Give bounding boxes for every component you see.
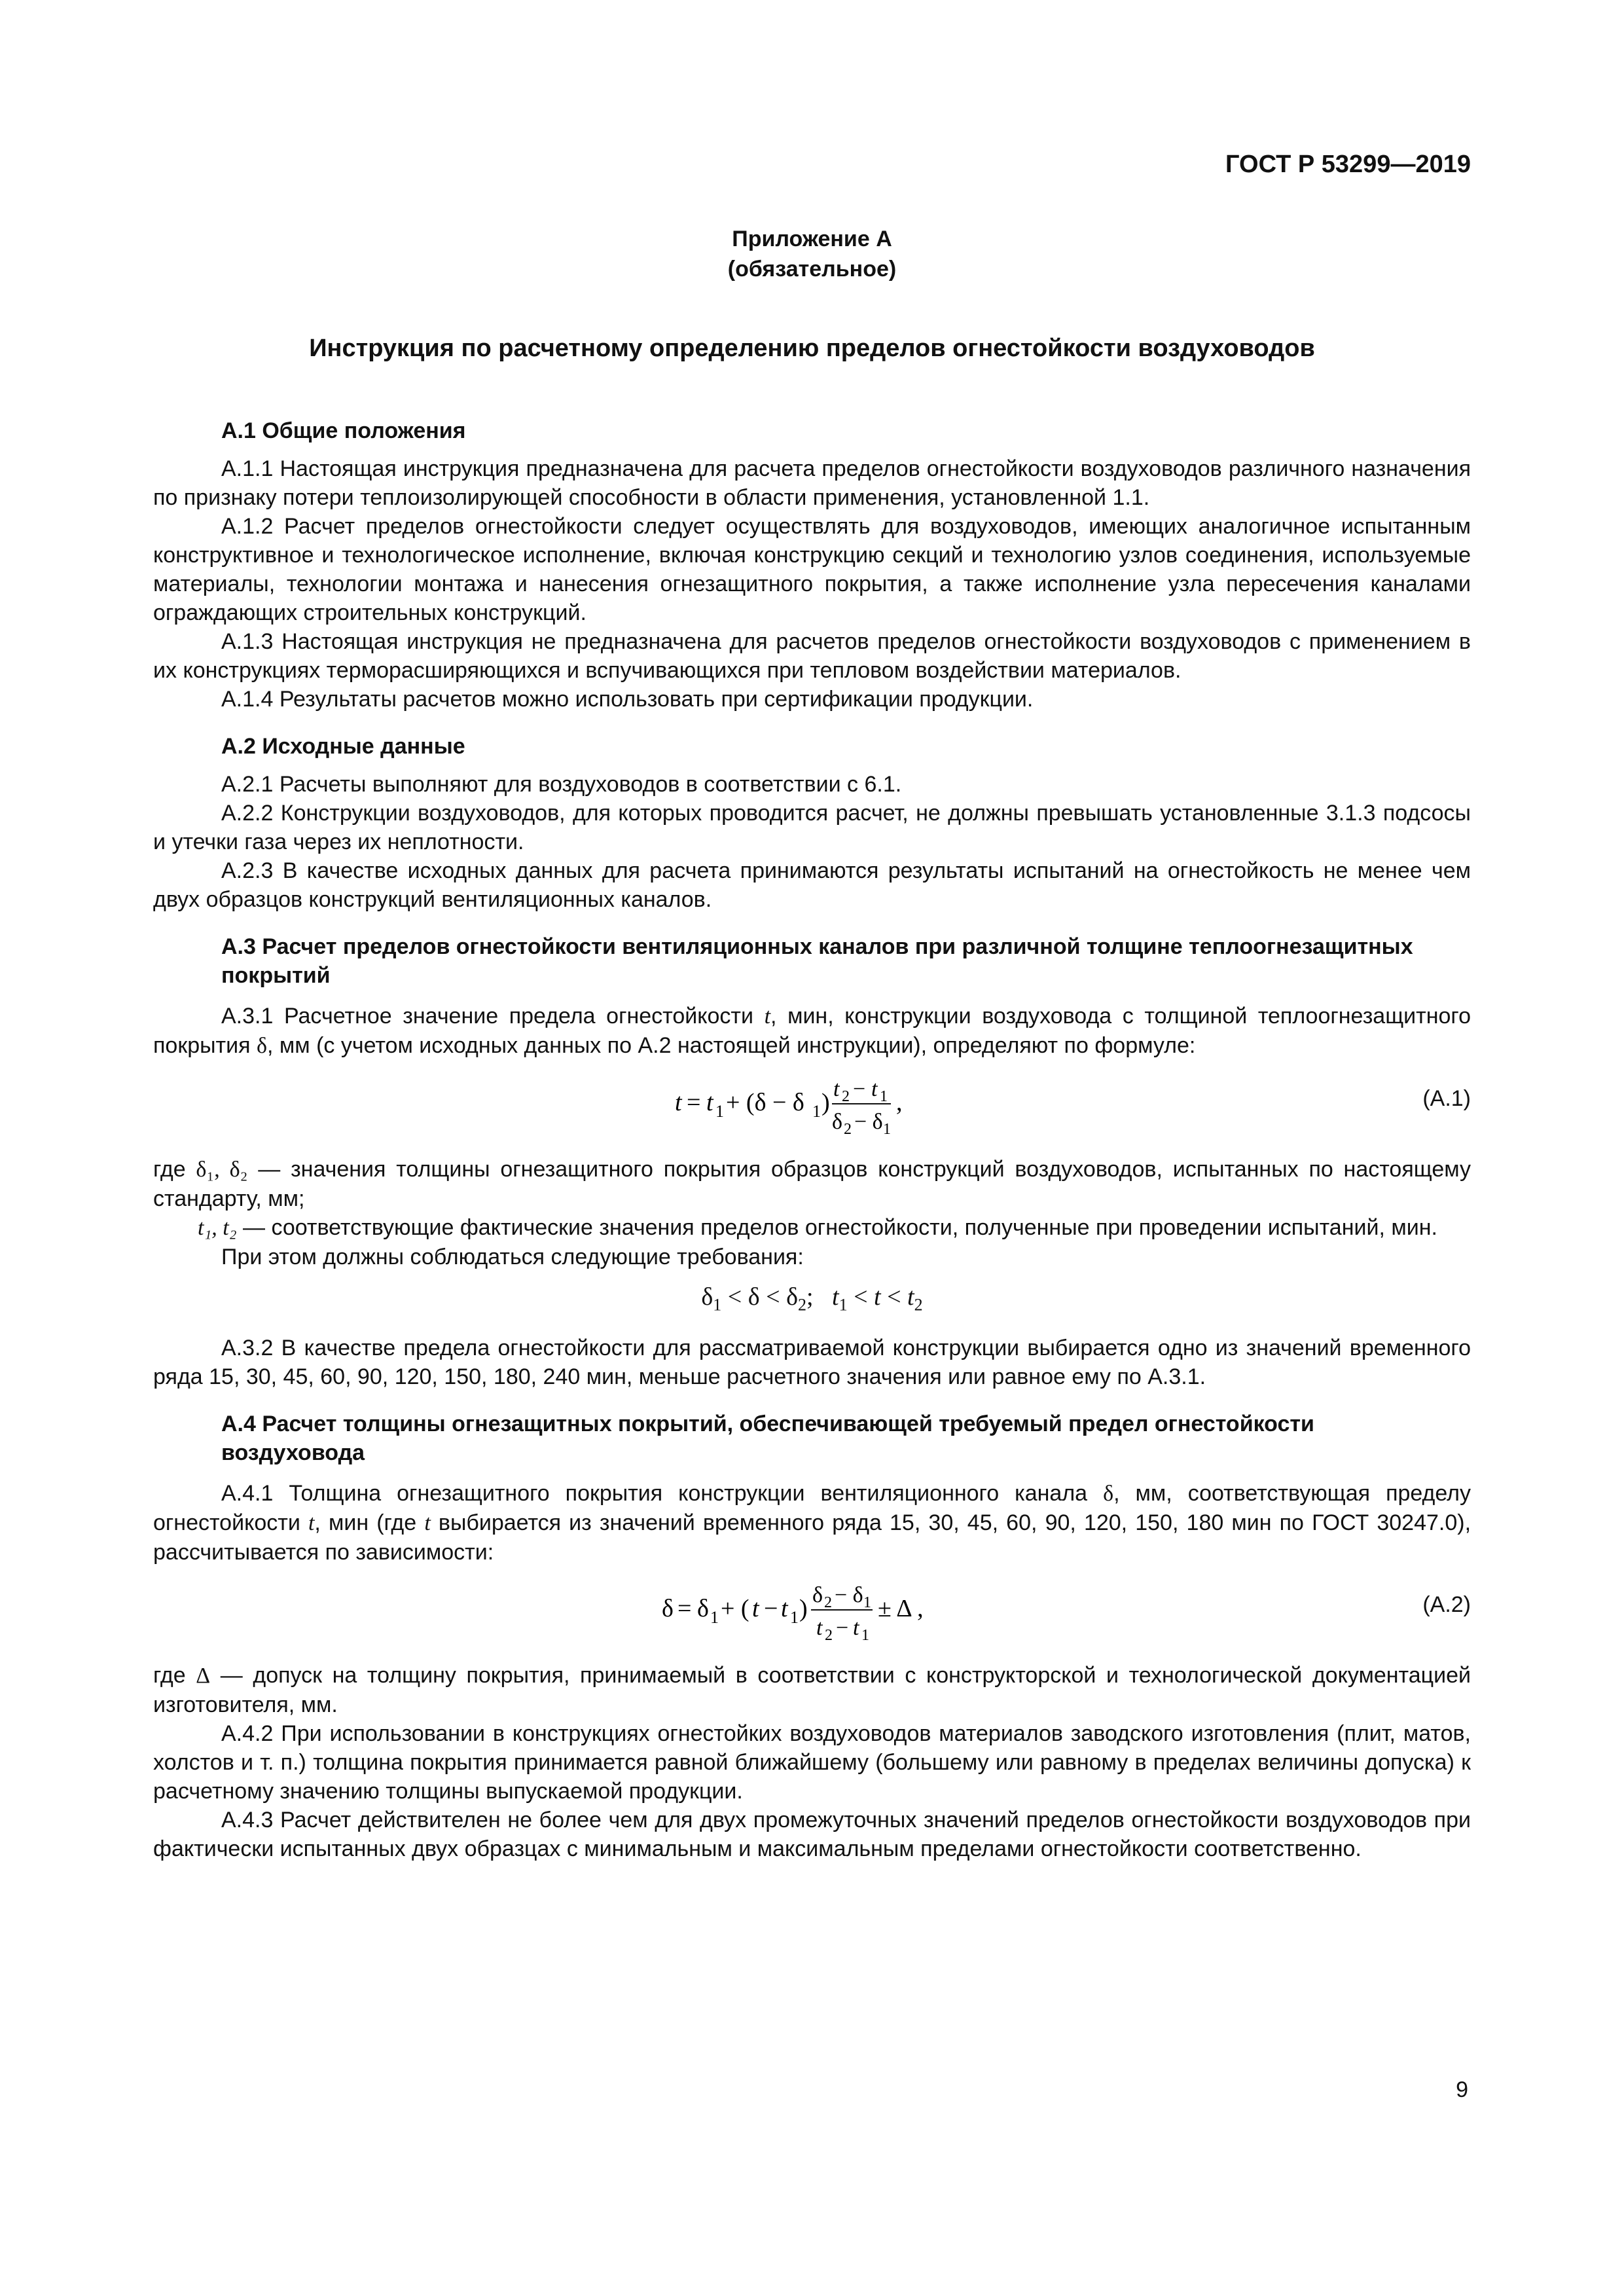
paragraph-a2-3: А.2.3 В качестве исходных данных для расчета принимаются результаты испытаний на огнестойкость не менее чем двух образцов конструкций вентиляционных каналов. [153,858,1471,912]
svg-text:δ: δ [831,1110,842,1134]
section-a2-heading: А.2 Исходные данные [221,734,465,759]
formula-a1-expression [675,1067,950,1146]
svg-text:δ: δ [661,1594,674,1622]
svg-text:=: = [686,1089,700,1116]
svg-text:δ: δ [696,1594,709,1622]
formula-a1 [153,1067,1471,1146]
page-number: 9 [1456,2077,1468,2102]
paragraph-a4-1: А.4.1 Толщина огнезащитного покрытия конструкции вентиляционного канала δ, мм, соответствующая пределу огнестойкости t, мин (где t выбирается из значений временного ряда 15, 30, 45, 60, 90, 120, 150, 180 мин по ГОСТ 30247.0), рассчитывается по зависимости: [153,1480,1471,1565]
appendix-status: (обязательное) [727,257,897,282]
appendix-heading [0,224,1624,284]
svg-text:1: 1 [861,1626,869,1644]
svg-text:t: t [852,1615,859,1640]
svg-text:−: − [852,1077,865,1101]
svg-text:2: 2 [823,1594,832,1611]
paragraph-a4-2: А.4.2 При использовании в конструкциях огнестойких воздуховодов материалов заводского изготовления (плит, матов, холстов и т. п.) толщина покрытия принимается равной ближайшему (большему или равному в пределах величины допуска) к расчетному значению толщины выпускаемой продукции. [153,1721,1471,1804]
paragraph-a3-1: А.3.1 Расчетное значение предела огнестойкости t, мин, конструкции воздуховода с толщиной теплоогнезащитного покрытия δ, мм (с учетом исходных данных по А.2 настоящей инструкции), определяют по формуле: [153,1004,1471,1058]
svg-text:1: 1 [710,1607,719,1627]
svg-text:t: t [706,1089,713,1116]
svg-text:− δ: − δ [854,1110,883,1134]
requirements-inequality: $\delta_1 < \delta < \delta_2$; $t_1 < t < t_2$ [701,1283,923,1315]
document-code: ГОСТ Р 53299—2019 [1225,151,1471,178]
svg-text:t: t [833,1077,839,1101]
formula-a1-legend-1: где δ₁, δ₂ — значения толщины огнезащитного покрытия образцов конструкций воздуховодов, испытанных по настоящему стандарту, мм; [153,1157,1471,1211]
formula-a1-legend-2: t₁, t₂ — соответствующие фактические значения пределов огнестойкости, полученные при проведении испытаний, мин. [198,1215,1437,1240]
svg-text:+ (: + ( [720,1594,749,1622]
svg-text:1: 1 [879,1088,888,1105]
paragraph-a3-2: А.3.2 В качестве предела огнестойкости для рассматриваемой конструкции выбирается одно из значений временного ряда 15, 30, 45, 60, 90, 120, 150, 180, 240 мин, меньше расчетного значения или равное ему по А.3.1. [153,1335,1471,1389]
svg-text:δ: δ [812,1582,823,1607]
requirements-intro: При этом должны соблюдаться следующие требования: [221,1245,804,1269]
svg-text:+ (δ − δ: + (δ − δ [725,1089,804,1116]
svg-text:=: = [677,1594,691,1622]
paragraph-a1-3: А.1.3 Настоящая инструкция не предназначена для расчетов пределов огнестойкости воздуховодов с применением в их конструкциях терморасширяющихся и вспучивающихся при тепловом воздействии материалов. [153,629,1471,683]
svg-text:± Δ ,: ± Δ , [877,1594,924,1622]
paragraph-a2-1: А.2.1 Расчеты выполняют для воздуховодов в соответствии с 6.1. [221,772,902,797]
svg-text:t: t [816,1615,822,1640]
formula-a1-number: (А.1) [1422,1086,1471,1111]
section-a4-heading: А.4 Расчет толщины огнезащитных покрытий, обеспечивающей требуемый предел огнестойкости воздуховода [221,1411,1314,1465]
formula-a2-legend: где Δ — допуск на толщину покрытия, принимаемый в соответствии с конструкторской и технологической документацией изготовителя, мм. [153,1662,1471,1717]
svg-text:−: − [835,1615,848,1640]
svg-text:): ) [799,1594,808,1622]
appendix-label: Приложение А [732,227,892,251]
document-title: Инструкция по расчетному определению пределов огнестойкости воздуховодов [309,335,1315,362]
document-body [153,416,1471,1863]
svg-text:t: t [751,1594,759,1622]
svg-text:,: , [895,1089,902,1116]
svg-text:1: 1 [882,1121,891,1138]
formula-a2-number: (А.2) [1422,1592,1471,1617]
section-a3-heading: А.3 Расчет пределов огнестойкости вентиляционных каналов при различной толщине теплоогнезащитных покрытий [221,934,1413,988]
paragraph-a1-4: А.1.4 Результаты расчетов можно использовать при сертификации продукции. [221,687,1034,712]
svg-text:2: 2 [841,1088,850,1105]
paragraph-a4-3: А.4.3 Расчет действителен не более чем для двух промежуточных значений пределов огнестойкости воздуховодов при фактически испытанных двух образцах с минимальным и максимальным пределами огнестойкости соответственно. [153,1807,1471,1861]
formula-a2-expression [662,1573,963,1652]
svg-text:2: 2 [843,1121,852,1138]
svg-text:): ) [821,1089,830,1116]
paragraph-a2-2: А.2.2 Конструкции воздуховодов, для которых проводится расчет, не должны превышать установленные 3.1.3 подсосы и утечки газа через их неплотности. [153,801,1471,854]
svg-text:t: t [871,1077,877,1101]
paragraph-a1-1: А.1.1 Настоящая инструкция предназначена для расчета пределов огнестойкости воздуховодов различного назначения по признаку потери теплоизолирующей способности в области применения, установленной 1.1. [153,456,1471,510]
formula-a2 [153,1573,1471,1652]
svg-text:1: 1 [789,1607,799,1627]
svg-text:2: 2 [824,1626,833,1644]
section-a1-heading: А.1 Общие положения [221,418,466,443]
paragraph-a1-2: А.1.2 Расчет пределов огнестойкости следует осуществлять для воздуховодов, имеющих аналогичное испытанным конструктивное и технологическое исполнение, включая конструкцию секций и технологию узлов соединения, используемые материалы, технологии монтажа и нанесения огнезащитного покрытия, а также исполнение узла пересечения каналами ограждающих строительных конструкций. [153,514,1471,625]
svg-text:t: t [674,1089,682,1116]
svg-text:t: t [780,1594,788,1622]
svg-text:− δ: − δ [834,1582,863,1607]
svg-text:−: − [763,1594,778,1622]
svg-text:1: 1 [715,1102,724,1121]
svg-text:1: 1 [863,1594,871,1611]
svg-text:1: 1 [812,1102,821,1121]
